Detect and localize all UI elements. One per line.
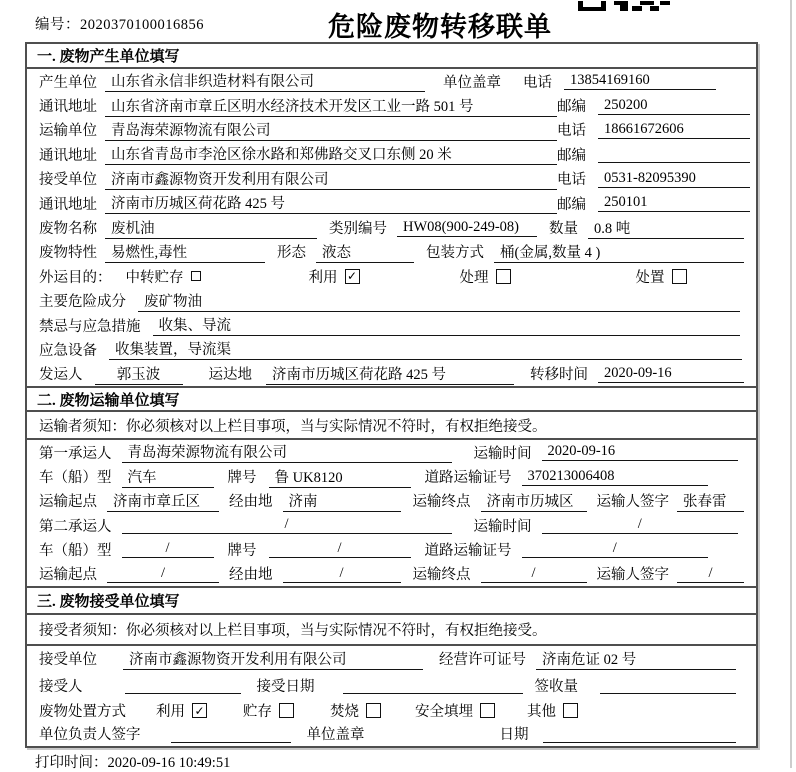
character-value: 易燃性,毒性 [105,241,265,263]
page-title: 危险废物转移联单 [328,12,552,42]
address-label: 通讯地址 [39,196,97,213]
end-label: 运输终点 [412,567,471,584]
transporter-value: 青岛海荣源物流有限公司 [105,119,557,141]
acceptor-row [27,672,756,699]
responsible-sign-value [171,725,291,743]
origin2-value: / [107,565,219,583]
second-route-row [27,562,756,586]
unit-seal-label: 单位盖章 [306,727,365,744]
category-label: 类别编号 [329,221,387,238]
vehicle-type2-value: / [122,540,214,558]
form-value: 液态 [316,241,414,263]
vehicle-type-value: 汽车 [122,466,214,488]
acceptor-value [125,676,241,694]
accept-date-value [343,676,523,694]
destination-value: 济南市历城区荷花路 425 号 [266,363,514,385]
disposal-option-store: 贮存 [243,700,294,721]
end-label: 运输终点 [412,494,471,511]
transporter-address-value: 山东省青岛市李沧区徐水路和郑佛路交叉口东侧 20 米 [105,143,557,165]
section2-header: 二. 废物运输单位填写 [27,386,756,412]
checkbox-treat[interactable] [496,269,511,284]
checkbox-disposal-use[interactable] [192,703,207,718]
checkbox-use[interactable] [345,269,360,284]
receiver-zip-value: 250101 [598,194,750,212]
emergency-label: 禁忌与应急措施 [39,318,141,335]
second-carrier-row [27,513,756,537]
shipper-value: 郭玉波 [95,363,183,385]
second-vehicle-row [27,537,756,561]
plate-label: 牌号 [227,542,257,559]
section1-header: 一. 废物产生单位填写 [27,44,756,69]
transporter-label: 运输单位 [39,123,97,140]
via-label: 经由地 [229,494,273,511]
hazard-value: 废矿物油 [138,290,740,312]
quantity-label: 数量 [549,221,578,238]
shipper-label: 发运人 [39,367,83,384]
waste-transfer-form [25,42,758,748]
first-carrier-row [27,440,756,464]
transport-time-label: 运输时间 [473,445,532,462]
disposal-option-other: 其他 [527,700,578,721]
accept-unit-label: 接受单位 [39,652,97,669]
receiver-value: 济南市鑫源物资开发利用有限公司 [105,168,557,190]
phone-label: 电话 [557,123,586,140]
receiver-address-row [27,191,756,215]
purpose-option-treat: 处理 [460,266,511,287]
transporter-phone-value: 18661672606 [598,121,750,139]
waste-character-row [27,240,756,264]
disposal-option-use: 利用 ✓ [156,700,207,721]
plate-value: 鲁 UK8120 [269,466,411,488]
purpose-option-dispose: 处置 [636,266,687,287]
first-carrier-value: 青岛海荣源物流有限公司 [122,441,452,463]
qr-code-icon [578,0,670,17]
form-label: 形态 [277,245,306,262]
via2-value: / [283,565,401,583]
transport-time-value: 2020-09-16 [542,443,739,461]
zip-label: 邮编 [557,99,586,116]
emergency-value: 收集、导流 [153,314,741,336]
vehicle-type-label: 车（船）型 [39,470,112,487]
received-qty-label: 签收量 [534,678,578,695]
emergency-measures-row [27,313,756,337]
checkbox-disposal-other[interactable] [563,703,578,718]
page-edge-divider [790,0,792,768]
transfer-time-value: 2020-09-16 [598,365,744,383]
receiver-notice: 接受者须知：你必须核对以上栏目事项，当与实际情况不符时，有权拒绝接受。 [39,622,547,639]
serial-label: 编号： [35,17,80,33]
producer-label: 产生单位 [39,74,97,91]
receiver-address-value: 济南市历城区荷花路 425 号 [105,192,557,214]
first-carrier-label: 第一承运人 [39,445,112,462]
responsible-sign-label: 单位负责人签字 [39,727,141,744]
character-label: 废物特性 [39,245,97,262]
print-time-value: 2020-09-16 10:49:51 [107,755,231,771]
disposal-label: 废物处置方式 [39,704,126,721]
road-permit-value: 370213006408 [522,468,709,486]
purpose-option-storage: 中转贮存 [126,266,201,287]
acceptor-label: 接受人 [39,678,83,695]
emergency-equipment-row [27,337,756,361]
zip-label: 邮编 [557,196,586,213]
road-permit2-value: / [522,540,709,558]
receiver-row [27,167,756,191]
print-time-line [35,751,230,772]
checkmark: ✓ [194,703,205,718]
address-label: 通讯地址 [39,99,97,116]
carrier-sign-label: 运输人签字 [596,567,669,584]
accept-unit-value: 济南市鑫源物资开发利用有限公司 [123,648,423,670]
first-vehicle-row [27,464,756,488]
section3-header: 三. 废物接受单位填写 [27,586,756,615]
zip-label: 邮编 [557,147,586,164]
end2-value: / [481,565,587,583]
quantity-value: 0.8 吨 [588,217,744,239]
transporter-notice: 运输者须知：你必须核对以上栏目事项，当与实际情况不符时，有权拒绝接受。 [39,418,547,435]
waste-name-label: 废物名称 [39,221,97,238]
received-qty-value [600,676,736,694]
checkmark: ✓ [346,269,358,284]
transfer-time-label: 转移时间 [530,367,588,384]
license-value: 济南危证 02 号 [536,648,736,670]
accept-date-label: 接受日期 [256,678,315,695]
purpose-option-use: 利用 ✓ [309,266,360,287]
disposal-method-row [27,699,756,723]
purpose-label: 外运目的： [39,269,112,286]
transporter-address-row [27,142,756,166]
carrier-sign-label: 运输人签字 [596,494,669,511]
checkbox-dispose[interactable] [672,269,687,284]
responsible-sign-row [27,723,756,745]
date-value [543,725,737,743]
packing-value: 桶(金属,数量 4 ) [494,241,744,263]
hazard-component-row [27,289,756,313]
second-carrier-value: / [122,516,452,534]
via-label: 经由地 [229,567,273,584]
receiver-phone-value: 0531-82095390 [598,170,750,188]
plate-label: 牌号 [227,470,257,487]
phone-label: 电话 [523,74,552,91]
checkbox-disposal-store[interactable] [279,703,294,718]
category-value: HW08(900-249-08) [397,219,537,237]
producer-address-value: 山东省济南市章丘区明水经济技术开发区工业一路 501 号 [105,95,557,117]
serial-value: 2020370100016856 [80,17,204,33]
vehicle-type-label: 车（船）型 [39,542,112,559]
first-route-row [27,489,756,513]
equipment-label: 应急设备 [39,342,97,359]
road-permit-label: 道路运输证号 [424,470,512,487]
receiver-notice-row [27,615,756,646]
address-label: 通讯地址 [39,147,97,164]
disposal-option-incinerate: 焚烧 [330,700,381,721]
phone-label: 电话 [557,172,586,189]
waste-name-row [27,215,756,239]
transporter-notice-row [27,412,756,440]
serial-number-line [35,13,204,34]
origin-label: 运输起点 [39,567,97,584]
producer-phone-value: 13854169160 [564,72,716,90]
equipment-value: 收集装置，导流渠 [109,338,742,360]
license-label: 经营许可证号 [439,652,526,669]
destination-label: 运达地 [208,367,252,384]
end-value: 济南市历城区 [481,490,587,512]
checkbox-transfer-storage[interactable] [191,271,201,281]
transporter-row [27,118,756,142]
checkbox-disposal-incinerate[interactable] [366,703,381,718]
plate2-value: / [269,540,411,558]
transport-time2-value: / [542,516,739,534]
producer-zip-value: 250200 [598,97,750,115]
print-time-label: 打印时间： [35,755,108,771]
date-label: 日期 [499,727,529,744]
transport-time-label: 运输时间 [473,518,532,535]
origin-value: 济南市章丘区 [107,490,219,512]
carrier-sign-value: 张春雷 [677,490,744,512]
transfer-purpose-row [27,264,756,288]
producer-row [27,69,756,93]
unit-seal-label: 单位盖章 [443,74,501,91]
shipper-row [27,362,756,386]
receiver-label: 接受单位 [39,172,97,189]
road-permit-label: 道路运输证号 [424,542,512,559]
disposal-option-landfill: 安全填埋 [415,700,495,721]
via-value: 济南 [283,490,401,512]
origin-label: 运输起点 [39,494,97,511]
waste-name-value: 废机油 [105,217,317,239]
packing-label: 包装方式 [426,245,484,262]
carrier-sign2-value: / [677,565,744,583]
accept-unit-row [27,646,756,672]
hazard-label: 主要危险成分 [39,294,126,311]
transporter-zip-value [598,145,750,163]
producer-address-row [27,93,756,117]
second-carrier-label: 第二承运人 [39,518,112,535]
producer-value: 山东省永信非织造材料有限公司 [105,70,425,92]
checkbox-disposal-landfill[interactable] [480,703,495,718]
